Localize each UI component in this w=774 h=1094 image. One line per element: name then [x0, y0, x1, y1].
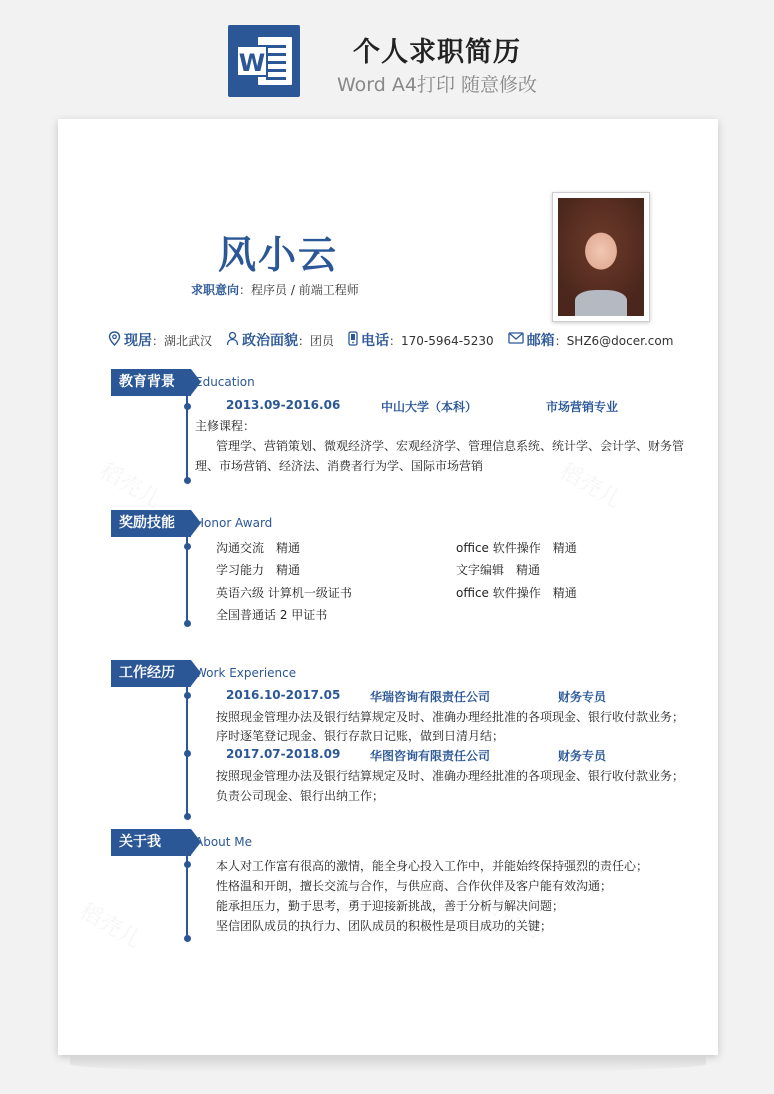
timeline-dot — [184, 620, 191, 627]
job-desc: 按照现金管理办法及银行结算规定及时、准确办理经批准的各项现金、银行收付款业务； — [216, 769, 685, 783]
job-desc: 序时逐笔登记现金、银行存款日记账，做到日清月结； — [216, 729, 505, 743]
location-icon — [108, 331, 121, 350]
info-email: 邮箱 ：SHZ6@docer.com — [508, 330, 674, 350]
honor-item: office 软件操作 精通 — [456, 586, 577, 600]
job-intent — [191, 281, 359, 298]
about-line: 本人对工作富有很高的激情，能全身心投入工作中，并能始终保持强烈的责任心； — [216, 859, 649, 873]
timeline-dot — [184, 692, 191, 699]
paper-shadow — [70, 1055, 706, 1073]
watermark: 稻壳儿 — [75, 898, 145, 954]
banner-title: 个人求职简历 — [353, 37, 521, 68]
section-education-tag: 教育背景 — [111, 369, 191, 396]
section-honor-tag: 奖励技能 — [111, 510, 191, 537]
timeline-dot — [184, 813, 191, 820]
section-education-en: Education — [195, 375, 255, 389]
job-intent-value: ：程序员 / 前端工程师 — [239, 283, 359, 297]
honor-item: office 软件操作 精通 — [456, 541, 577, 555]
word-letter: W — [236, 45, 268, 77]
job-date: 2017.07-2018.09 — [226, 747, 341, 761]
timeline-line — [186, 856, 188, 939]
banner-subtitle: Word A4打印 随意修改 — [336, 74, 537, 96]
phone-icon — [348, 331, 358, 350]
honor-item: 英语六级 计算机一级证书 — [216, 586, 352, 600]
honor-item: 全国普通话 2 甲证书 — [216, 608, 328, 622]
honor-item: 沟通交流 精通 — [216, 541, 301, 555]
edu-date: 2013.09-2016.06 — [226, 398, 341, 412]
job-role: 财务专员 — [558, 749, 607, 763]
mail-icon — [508, 332, 524, 348]
section-work-en: Work Experience — [195, 666, 297, 680]
job-desc: 按照现金管理办法及银行结算规定及时、准确办理经批准的各项现金、银行收付款业务； — [216, 710, 685, 724]
about-line: 坚信团队成员的执行力、团队成员的积极性是项目成功的关键； — [216, 919, 553, 933]
resume-page — [58, 119, 718, 1055]
timeline-dot — [184, 861, 191, 868]
edu-major: 市场营销专业 — [546, 400, 619, 414]
word-logo-icon — [228, 25, 300, 97]
profile-photo — [552, 192, 650, 322]
contact-info-row — [108, 331, 687, 349]
info-phone: 电话 ：170-5964-5230 — [348, 330, 494, 350]
person-icon — [226, 331, 239, 350]
honor-item: 学习能力 精通 — [216, 563, 301, 577]
timeline-dot — [184, 935, 191, 942]
section-about-tag: 关于我 — [111, 829, 191, 856]
edu-courses-line: 理、市场营销、经济法、消费者行为学、国际市场营销 — [195, 459, 484, 473]
section-about-en: About Me — [195, 835, 253, 849]
honor-item: 文字编辑 精通 — [456, 563, 541, 577]
about-line: 能承担压力，勤于思考，勇于迎接新挑战，善于分析与解决问题； — [216, 899, 565, 913]
edu-courses-line: 管理学、营销策划、微观经济学、宏观经济学、管理信息系统、统计学、会计学、财务管 — [216, 439, 685, 453]
job-role: 财务专员 — [558, 690, 607, 704]
info-political: 政治面貌 ：团员 — [226, 330, 334, 350]
timeline-dot — [184, 750, 191, 757]
timeline-dot — [184, 477, 191, 484]
job-desc: 负责公司现金、银行出纳工作； — [216, 789, 385, 803]
section-honor-en: Honor Award — [195, 516, 273, 530]
timeline-dot — [184, 403, 191, 410]
edu-school: 中山大学（本科） — [381, 400, 478, 414]
watermark: 稻壳儿 — [95, 458, 165, 514]
section-work-tag: 工作经历 — [111, 660, 191, 687]
watermark: 稻壳儿 — [555, 458, 625, 514]
job-company: 华图咨询有限责任公司 — [370, 749, 491, 763]
watermark: 稻壳儿 — [475, 888, 545, 944]
candidate-name: 风小云 — [218, 233, 339, 277]
job-intent-label: 求职意向 — [191, 283, 240, 297]
timeline-dot — [184, 543, 191, 550]
job-company: 华瑞咨询有限责任公司 — [370, 690, 491, 704]
job-date: 2016.10-2017.05 — [226, 688, 341, 702]
header-banner — [0, 0, 774, 110]
info-location: 现居 ：湖北武汉 — [108, 330, 212, 350]
edu-courses-label: 主修课程： — [195, 419, 256, 433]
about-line: 性格温和开朗，擅长交流与合作，与供应商、合作伙伴及客户能有效沟通； — [216, 879, 613, 893]
